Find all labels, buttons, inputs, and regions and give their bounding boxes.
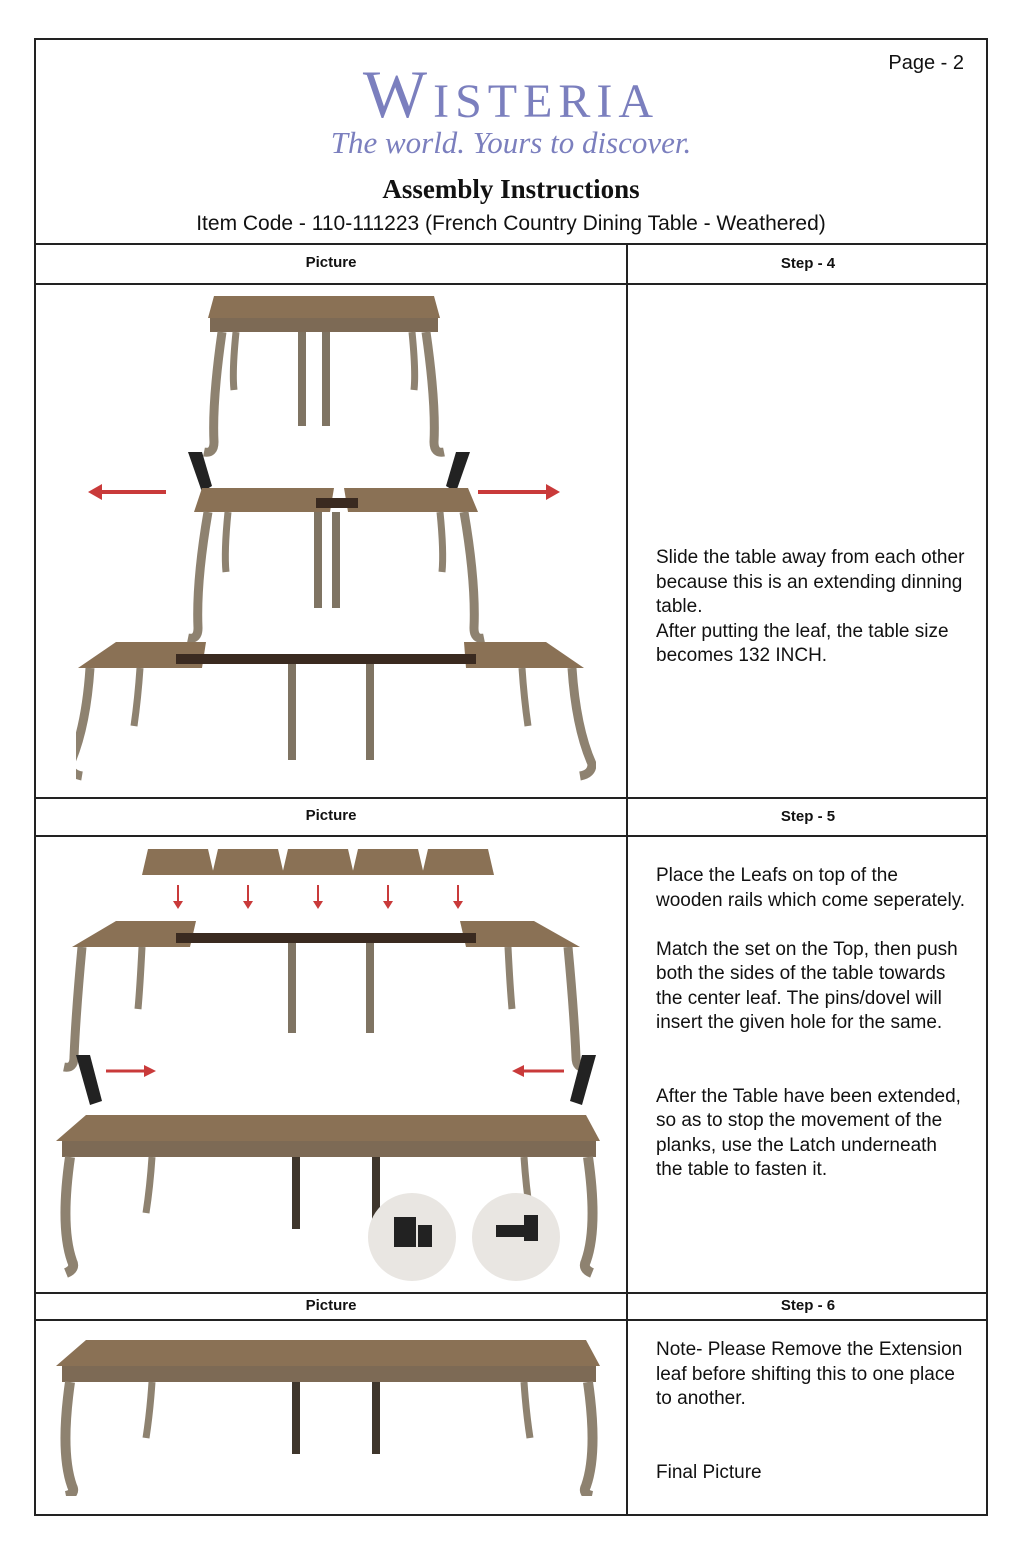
divider bbox=[36, 283, 986, 285]
divider bbox=[36, 797, 986, 799]
step-5-paragraph: Match the set on the Top, then push both the sides of the table towards the center leaf. The pins/dovel will insert the given hole for the same. bbox=[656, 938, 958, 1033]
step-6-paragraph: Note- Please Remove the Extension leaf before shifting this to one place to another. bbox=[656, 1339, 963, 1409]
step-header: Step - 5 bbox=[780, 808, 836, 825]
open-table-rails-image bbox=[64, 921, 586, 1067]
step-6-picture bbox=[56, 1336, 616, 1496]
hand-right bbox=[446, 452, 470, 492]
step-4-paragraph: After putting the leaf, the table size becomes 132 INCH. bbox=[656, 620, 949, 666]
step-5-paragraph: Place the Leafs on top of the wooden rails which come seperately. bbox=[656, 865, 966, 911]
step-5-picture bbox=[56, 845, 616, 1285]
divider bbox=[36, 243, 986, 245]
instruction-sheet bbox=[34, 38, 988, 1516]
latch-closeup-image bbox=[368, 1193, 560, 1281]
step-4-paragraph: Slide the table away from each other because this is an extending dinning table. bbox=[656, 547, 965, 617]
hand-left bbox=[76, 1055, 102, 1105]
push-together-arrows bbox=[106, 1065, 564, 1077]
hand-left bbox=[188, 452, 212, 492]
down-arrows bbox=[173, 885, 463, 909]
document-title: Assembly Instructions bbox=[382, 174, 640, 204]
step-5-paragraph: After the Table have been extended, so as to stop the movement of the planks, use the Latch underneath the table to fasten it. bbox=[656, 1085, 961, 1180]
step-5-text bbox=[656, 864, 966, 1183]
picture-header: Picture bbox=[305, 254, 357, 271]
step-6-paragraph: Final Picture bbox=[656, 1461, 762, 1483]
column-divider bbox=[626, 243, 628, 1516]
divider bbox=[36, 835, 986, 837]
step-4-text bbox=[656, 546, 966, 669]
step-4-picture bbox=[76, 292, 596, 792]
closed-table-image bbox=[204, 296, 444, 452]
final-table-image bbox=[56, 1340, 600, 1496]
extended-rails-table-image bbox=[76, 642, 592, 776]
picture-header: Picture bbox=[305, 1297, 357, 1314]
step-6-text bbox=[656, 1338, 966, 1485]
divider bbox=[36, 1319, 986, 1321]
page-number: Page - 2 bbox=[888, 52, 964, 74]
brand-logo bbox=[36, 58, 986, 160]
brand-name: Wisteria bbox=[362, 56, 660, 132]
half-open-table-image bbox=[188, 488, 484, 638]
step-header: Step - 4 bbox=[780, 255, 836, 272]
leaf-pieces-image bbox=[142, 849, 494, 875]
item-code: Item Code - 110-111223 (French Country Dining Table - Weathered) bbox=[196, 212, 826, 235]
picture-header: Picture bbox=[305, 807, 357, 824]
divider bbox=[36, 1292, 986, 1294]
step-header: Step - 6 bbox=[780, 1297, 836, 1314]
brand-tagline: The world. Yours to discover. bbox=[330, 125, 692, 160]
